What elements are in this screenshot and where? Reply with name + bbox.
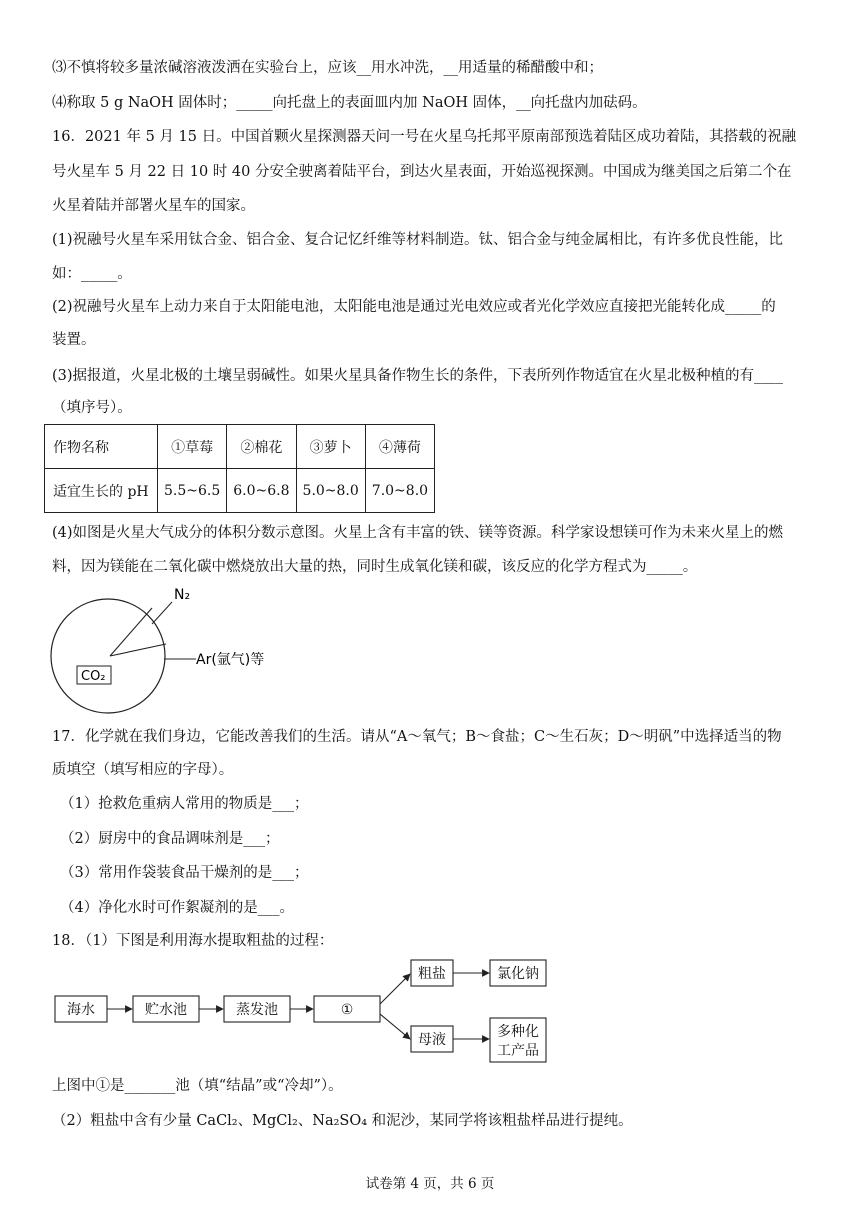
q16-part3-line2: （填序号）。 — [52, 400, 132, 416]
q16-part3-line1: (3)据报道，火星北极的土壤呈弱碱性。如果火星具备作物生长的条件，下表所列作物适宜在火星北极种植的有____ — [52, 368, 784, 384]
q16-part1-line2: 如：_____。 — [52, 266, 132, 282]
q16-part1-line1: (1)祝融号火星车采用钛合金、铝合金、复合记忆纤维等材料制造。钛、铝合金与纯金属相比，有许多优良性能，比 — [52, 232, 784, 248]
table-row — [45, 425, 435, 469]
q16-part2-line2: 装置。 — [52, 332, 96, 348]
n2-label: N₂ — [174, 587, 191, 603]
sea-salt-flow-diagram — [50, 954, 560, 1066]
table-header-cell: ③萝卜 — [296, 425, 365, 469]
q16-part2-line1: (2)祝融号火星车上动力来自于太阳能电池，太阳能电池是通过光电效应或者光化学效应直接把光能转化成_____的 — [52, 299, 776, 315]
ar-label: Ar(氩气)等 — [196, 652, 265, 668]
q17-intro-line1: 17．化学就在我们身边，它能改善我们的生活。请从“A～氧气；B～食盐；C～生石灰；D～明矾”中选择适当的物 — [52, 729, 782, 745]
q17-part2: （2）厨房中的食品调味剂是___； — [60, 831, 280, 847]
flow-arrow — [380, 974, 410, 1004]
q16-part4-line2: 料，因为镁能在二氧化碳中燃烧放出大量的热，同时生成氧化镁和碳，该反应的化学方程式为_____。 — [52, 559, 698, 575]
evaporation-pool-label: 蒸发池 — [236, 1002, 278, 1018]
table-row — [45, 469, 435, 513]
table-cell: 5.0~8.0 — [296, 469, 365, 513]
page-footer: 试卷第 4 页，共 6 页 — [365, 1176, 495, 1192]
q17-part4: （4）净化水时可作絮凝剂的是___。 — [60, 900, 294, 916]
q16-part4-line1: (4)如图是火星大气成分的体积分数示意图。火星上含有丰富的铁、镁等资源。科学家设想镁可作为未来火星上的燃 — [52, 525, 784, 541]
table-cell: 5.5~6.5 — [158, 469, 227, 513]
chemical-products-label-line1: 多种化 — [497, 1024, 539, 1040]
table-cell: 适宜生长的 pH — [45, 469, 158, 513]
crude-salt-label: 粗盐 — [418, 966, 446, 982]
mother-liquor-label: 母液 — [418, 1032, 446, 1048]
storage-pool-label: 贮水池 — [145, 1002, 187, 1018]
table-header-cell: 作物名称 — [45, 425, 158, 469]
n2-leader-line — [152, 602, 172, 624]
table-cell: 7.0~8.0 — [365, 469, 434, 513]
q16-intro-line2: 号火星车 5 月 22 日 10 时 40 分安全驶离着陆平台，到达火星表面，开始巡视探测。中国成为继美国之后第二个在 — [52, 164, 792, 180]
chemical-products-label-line2: 工产品 — [497, 1043, 539, 1059]
unknown-pool-label: ① — [340, 1002, 354, 1018]
mars-atmosphere-diagram — [48, 584, 288, 714]
table-header-cell: ④薄荷 — [365, 425, 434, 469]
sodium-chloride-label: 氯化钠 — [497, 966, 539, 982]
flow-arrow — [380, 1014, 410, 1039]
q17-part3: （3）常用作袋装食品干燥剂的是___； — [60, 865, 309, 881]
table-header-cell: ①草莓 — [158, 425, 227, 469]
q15-part3: ⑶不慎将较多量浓碱溶液泼洒在实验台上，应该__用水冲洗，__用适量的稀醋酸中和； — [52, 60, 603, 76]
crop-ph-table — [44, 424, 435, 513]
q16-intro-line1: 16．2021 年 5 月 15 日。中国首颗火星探测器天问一号在火星乌托邦平原南部预选着陆区成功着陆，其搭载的祝融 — [52, 129, 797, 145]
seawater-label: 海水 — [67, 1002, 95, 1018]
q18-part2: （2）粗盐中含有少量 CaCl₂、MgCl₂、Na₂SO₄ 和泥沙，某同学将该粗盐样品进行提纯。 — [52, 1113, 633, 1129]
q18-part1-answer: 上图中①是_______池（填“结晶”或“冷却”）。 — [52, 1078, 343, 1094]
q18-intro: 18．（1）下图是利用海水提取粗盐的过程： — [52, 933, 334, 949]
co2-label: CO₂ — [81, 669, 106, 684]
table-header-cell: ②棉花 — [227, 425, 296, 469]
q17-intro-line2: 质填空（填写相应的字母）。 — [52, 762, 234, 778]
pie-outline — [51, 599, 165, 713]
q15-part4: ⑷称取 5 g NaOH 固体时；_____向托盘上的表面皿内加 NaOH 固体，__向托盘内加砝码。 — [52, 95, 647, 111]
q17-part1: （1）抢救危重病人常用的物质是___； — [60, 796, 309, 812]
table-cell: 6.0~6.8 — [227, 469, 296, 513]
q16-intro-line3: 火星着陆并部署火星车的国家。 — [52, 198, 255, 214]
